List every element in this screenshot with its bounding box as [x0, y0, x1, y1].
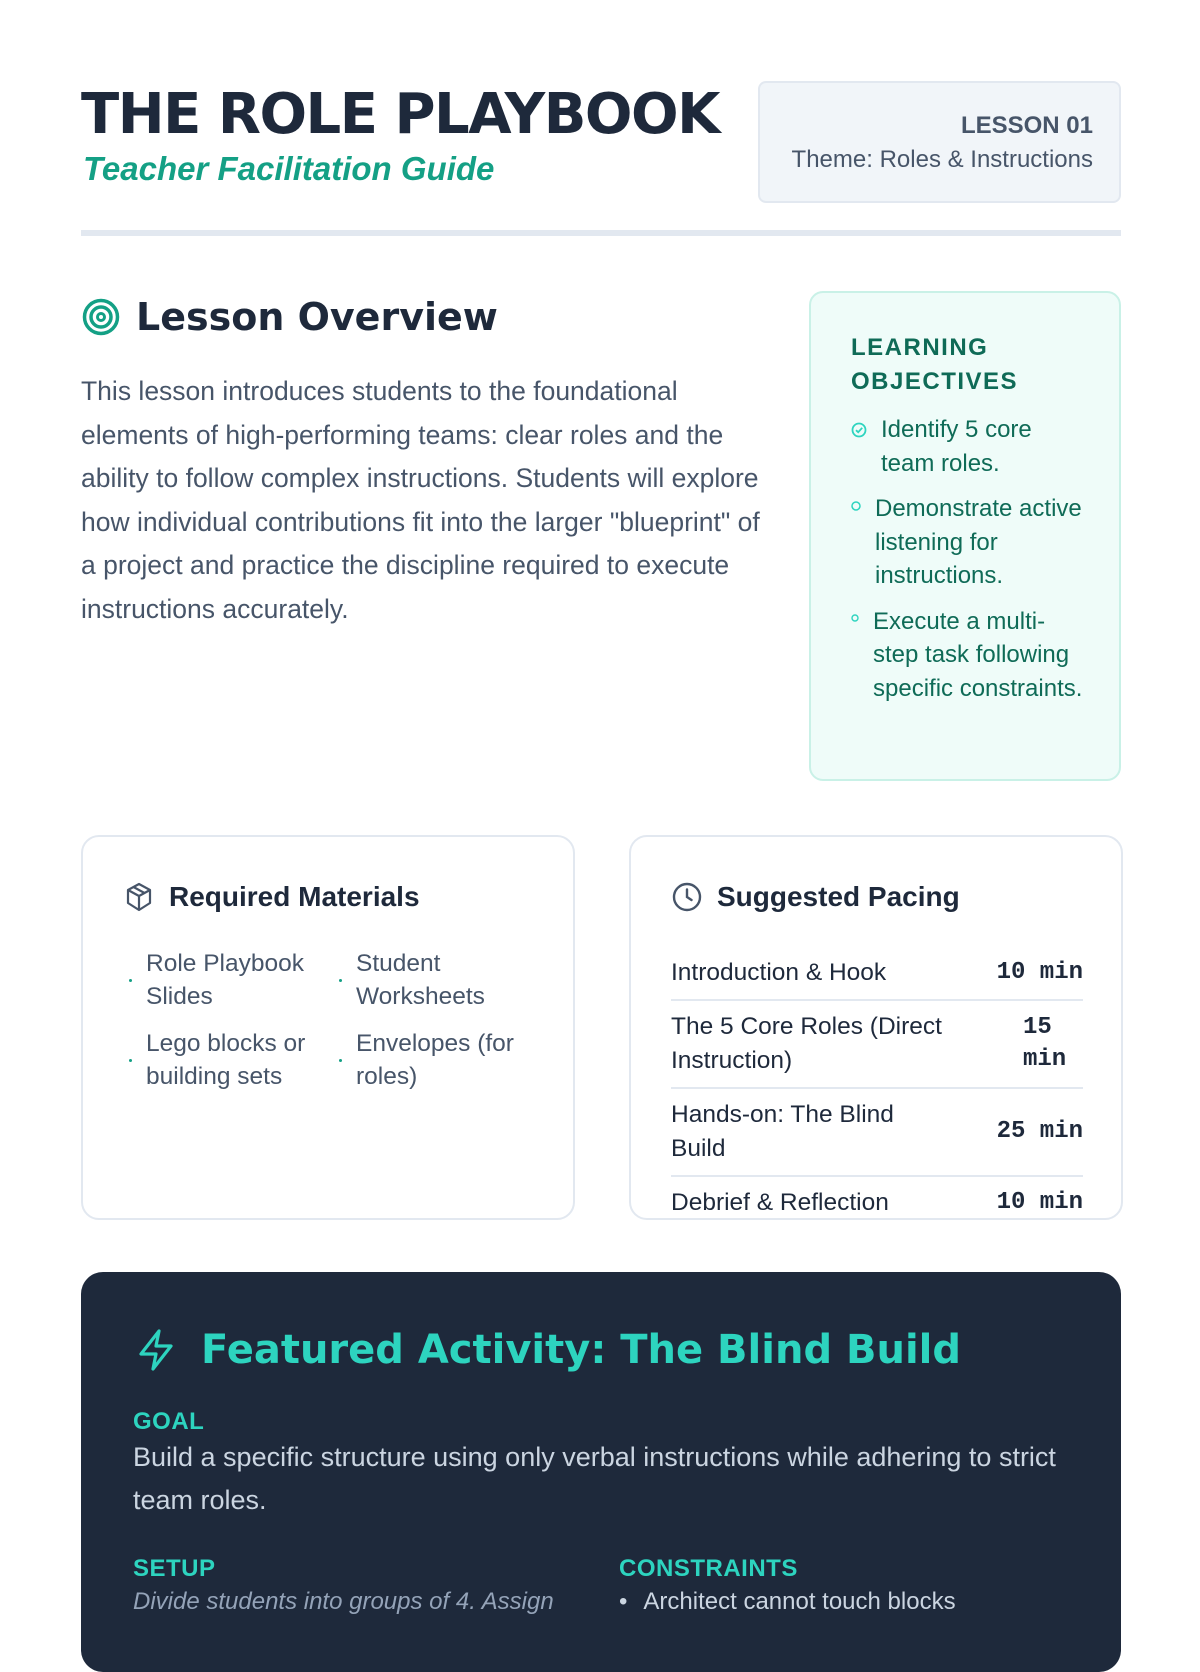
material-item	[339, 1027, 549, 1093]
activity-heading	[133, 1327, 961, 1373]
materials-heading	[123, 881, 420, 913]
bullet-dot	[129, 979, 132, 982]
check-circle-icon	[851, 422, 867, 438]
pacing-row	[671, 947, 1083, 1001]
objective-text: Identify 5 core team roles.	[881, 416, 1032, 477]
page-title: THE ROLE PLAYBOOK	[81, 82, 720, 147]
pacing-title: Suggested Pacing	[717, 881, 960, 912]
constraints-label: CONSTRAINTS	[619, 1555, 798, 1582]
pacing-row	[671, 1089, 1083, 1177]
objective-text: Demonstrate active listening for instructions.	[875, 495, 1082, 589]
objective-item	[851, 605, 1089, 706]
featured-activity	[81, 1272, 1121, 1672]
pacing-table	[671, 947, 1083, 1229]
material-text: Lego blocks or building sets	[146, 1030, 306, 1090]
target-icon	[81, 297, 121, 337]
objective-item	[851, 492, 1089, 593]
page-subtitle: Teacher Facilitation Guide	[83, 150, 495, 187]
pacing-card	[629, 835, 1123, 1220]
goal-text: Build a specific structure using only verbal instructions while adhering to strict team roles.	[133, 1442, 1056, 1515]
lesson-info-box	[758, 81, 1121, 203]
material-text: Role Playbook Slides	[146, 950, 304, 1010]
goal-label: GOAL	[133, 1408, 205, 1435]
header	[81, 80, 1121, 232]
objective-item	[851, 413, 1089, 480]
lesson-number: LESSON 01	[960, 112, 1093, 139]
material-item	[129, 1027, 339, 1093]
pacing-duration: 10 min	[996, 959, 1083, 986]
constraint-text: Architect cannot touch blocks	[643, 1588, 956, 1615]
objectives-title: LEARNING OBJECTIVES	[851, 334, 1019, 395]
pacing-activity: The 5 Core Roles (Direct Instruction)	[671, 1013, 942, 1074]
setup-label: SETUP	[133, 1555, 216, 1582]
package-icon	[123, 881, 155, 913]
overview-text: This lesson introduces students to the foundational elements of high-performing teams: clear roles and the ability to follow complex instructions. Students will explore how individual contributions fit into the larger "blueprint" of a project and practice the discipline required to execute instructions accurately.	[81, 376, 760, 624]
materials-list	[129, 947, 549, 1093]
pacing-duration: 25 min	[996, 1118, 1083, 1145]
header-divider	[81, 230, 1121, 236]
overview-title: Lesson Overview	[136, 295, 498, 339]
material-item	[129, 947, 339, 1013]
learning-objectives-box	[809, 291, 1121, 781]
check-circle-icon	[851, 614, 859, 622]
material-text: Student Worksheets	[356, 950, 485, 1010]
bullet-dot: •	[619, 1588, 628, 1615]
constraint-item	[619, 1584, 1069, 1620]
clock-icon	[671, 881, 703, 913]
material-text: Envelopes (for roles)	[356, 1030, 514, 1090]
setup-text: Divide students into groups of 4. Assign	[133, 1588, 554, 1615]
pacing-row	[671, 1001, 1083, 1089]
objective-text: Execute a multi-step task following specific constraints.	[873, 607, 1083, 702]
materials-card	[81, 835, 575, 1220]
lightning-icon	[133, 1327, 179, 1373]
pacing-duration: 10 min	[996, 1189, 1083, 1216]
activity-title: Featured Activity: The Blind Build	[201, 1327, 962, 1373]
bullet-dot	[339, 979, 342, 982]
constraints-list	[619, 1584, 1069, 1620]
pacing-activity: Introduction & Hook	[671, 959, 887, 986]
material-item	[339, 947, 549, 1013]
lesson-theme: Theme: Roles & Instructions	[791, 146, 1093, 173]
pacing-row	[671, 1177, 1083, 1229]
pacing-duration: 15 min	[1023, 1014, 1067, 1073]
check-circle-icon	[851, 501, 861, 511]
objectives-list	[851, 413, 1089, 705]
overview-heading	[81, 292, 498, 342]
bullet-dot	[129, 1059, 132, 1062]
bullet-dot	[339, 1059, 342, 1062]
materials-title: Required Materials	[169, 881, 420, 912]
pacing-activity: Debrief & Reflection	[671, 1189, 889, 1216]
pacing-activity: Hands-on: The Blind Build	[671, 1101, 894, 1162]
pacing-heading	[671, 881, 960, 913]
